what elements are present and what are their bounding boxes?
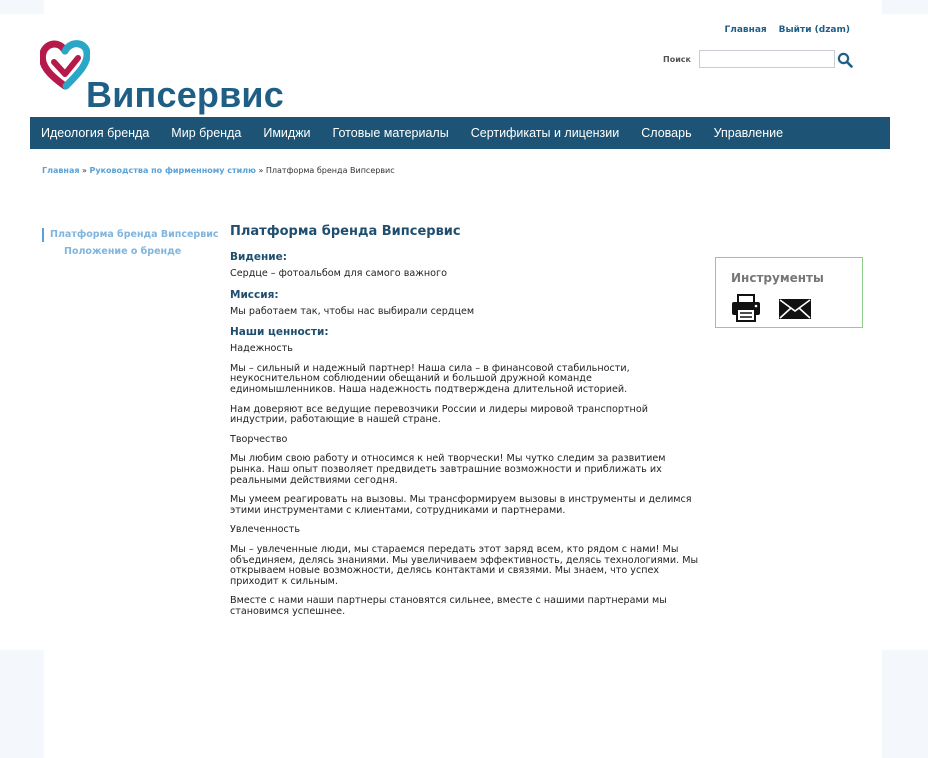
corner-decoration [882,0,928,14]
sidebar-item-brand-platform[interactable]: Платформа бренда Випсервис [42,228,222,242]
breadcrumb-guidelines[interactable]: Руководства по фирменному стилю [89,166,256,175]
breadcrumb-home[interactable]: Главная [42,166,80,175]
value-title-reliability: Надежность [230,343,293,355]
print-icon[interactable] [731,294,761,322]
nav-item-brand-ideology[interactable]: Идеология бренда [41,126,150,140]
brand-logo[interactable] [40,40,284,116]
value-text: Мы умеем реагировать на вызовы. Мы трансформируем вызовы в инструменты и делимся этими инструментами с клиентами, сотрудниками и партнерами. [230,494,692,516]
breadcrumb-separator: » [258,166,264,175]
values-heading: Наши ценности: [230,326,329,339]
tools-title: Инструменты [731,271,824,285]
nav-item-dictionary[interactable]: Словарь [641,126,692,140]
corner-decoration [0,0,44,14]
top-links [725,25,851,35]
value-text: Мы любим свою работу и относимся к ней творчески! Мы чутко следим за развитием рынка. Наш опыт позволяет предвидеть завтрашние возможности и приближать их реальными действиями сегодня. [230,453,666,486]
sidebar-item-brand-regulation[interactable]: Положение о бренде [64,246,182,257]
nav-item-certificates[interactable]: Сертификаты и лицензии [470,126,620,140]
vision-text: Сердце – фотоальбом для самого важного [230,268,447,279]
value-text: Мы – сильный и надежный партнер! Наша сила – в финансовой стабильности, неукоснительном соблюдении обещаний и большой дружной команде единомышленников. Наша надежность подтверждена длительной историей. [230,362,630,395]
heart-logo-icon [40,40,90,92]
vision-heading: Видение: [230,251,287,263]
main-content [230,224,700,626]
search-input[interactable] [699,50,835,68]
breadcrumb-separator: » [82,166,87,175]
tools-panel [715,257,863,328]
nav-item-management[interactable]: Управление [713,126,784,140]
mission-heading: Миссия: [230,288,279,301]
corner-decoration [0,650,44,758]
nav-item-images[interactable]: Имиджи [263,126,311,140]
corner-decoration [882,650,928,758]
home-link[interactable]: Главная [724,25,767,35]
search-label: Поиск [663,55,691,64]
nav-item-brand-world[interactable]: Мир бренда [171,126,242,140]
value-text: Мы – увлеченные люди, мы стараемся передать этот заряд всем, кто рядом с нами! Мы объединяем, делясь знаниями. Мы увеличиваем эффективность, делясь технологиями. Мы открываем новые возможности, делясь контактами и связями. Мы знаем, что успех приходит к сильным. [230,543,699,587]
nav-item-ready-materials[interactable]: Готовые материалы [332,126,449,140]
mission-text: Мы работаем так, чтобы нас выбирали сердцем [230,305,475,317]
value-text: Нам доверяют все ведущие перевозчики России и лидеры мировой транспортной индустрии, работающие в нашей стране. [230,403,648,426]
search-icon[interactable] [837,52,853,68]
breadcrumb-current: Платформа бренда Випсервис [265,166,395,175]
logout-link[interactable]: Выйти (dzam) [778,25,850,35]
value-text: Вместе с нами наши партнеры становятся сильнее, вместе с нашими партнерами мы становимся успешнее. [230,595,667,617]
value-title-passion: Увлеченность [230,524,301,536]
breadcrumb [42,166,395,175]
page-title: Платформа бренда Випсервис [230,224,461,239]
mail-icon[interactable] [778,298,812,320]
value-title-creativity: Творчество [230,433,288,445]
main-nav [30,117,890,149]
logo-text: Випсервис [86,74,284,115]
side-menu [42,228,222,259]
